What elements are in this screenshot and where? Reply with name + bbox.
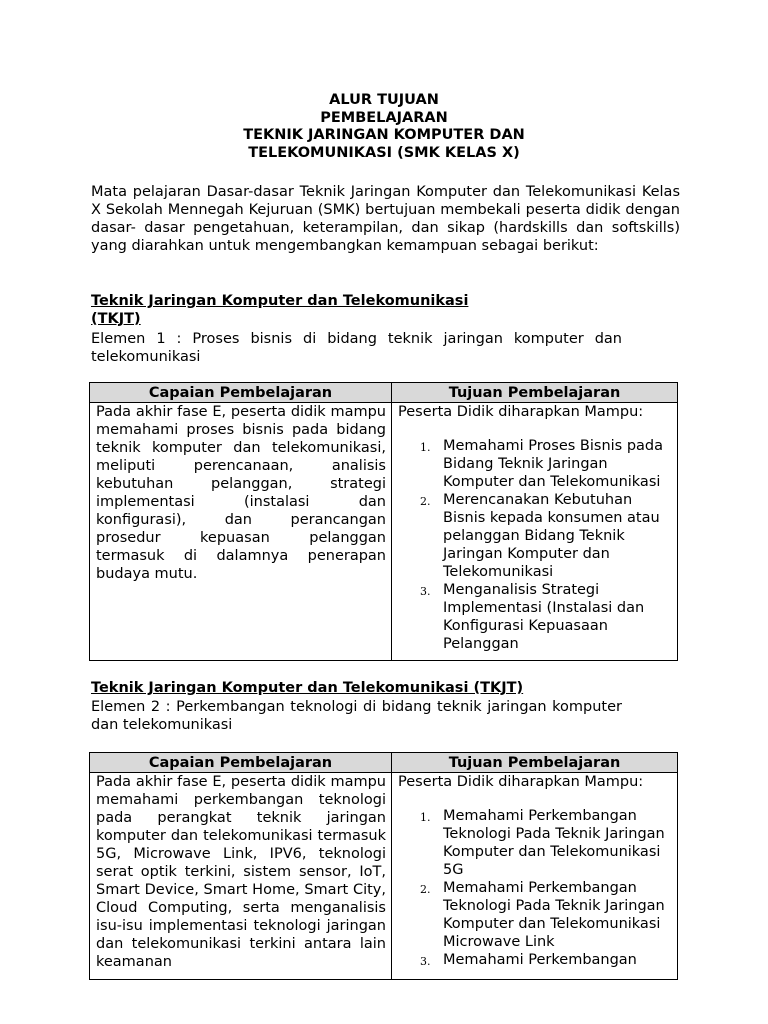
- goal-item: [392, 807, 677, 879]
- goal-item: [392, 491, 677, 581]
- section-heading-line: Teknik Jaringan Komputer dan Telekomunikasi (TKJT): [91, 680, 524, 696]
- goal-item: [392, 879, 677, 951]
- goal-text: Memahami Perkembangan Teknologi Pada Teknik Jaringan Komputer dan Telekomunikasi Microwave Link: [443, 880, 665, 950]
- title-line: PEMBELAJARAN: [320, 109, 448, 126]
- goal-number: 3.: [420, 955, 431, 968]
- goal-text: Memahami Proses Bisnis pada Bidang Teknik Jaringan Komputer dan Telekomunikasi: [443, 438, 664, 490]
- elemen-description: Elemen 2 : Perkembangan teknologi di bidang teknik jaringan komputer dan telekomunikasi: [91, 699, 622, 733]
- tujuan-intro: Peserta Didik diharapkan Mampu:: [398, 774, 644, 790]
- goal-number: 1.: [420, 441, 431, 454]
- title-line: TELEKOMUNIKASI (SMK KELAS X): [248, 144, 520, 161]
- elemen-description: Elemen 1 : Proses bisnis di bidang teknik jaringan komputer dan telekomunikasi: [91, 331, 622, 365]
- column-header-tujuan: Tujuan Pembelajaran: [392, 383, 678, 403]
- title-line: ALUR TUJUAN: [329, 92, 439, 108]
- goal-list: [392, 437, 677, 653]
- goal-list: [392, 807, 677, 969]
- goal-number: 2.: [420, 495, 431, 508]
- goal-item: [392, 581, 677, 653]
- goal-text: Merencanakan Kebutuhan Bisnis kepada konsumen atau pelanggan Bidang Teknik Jaringan Komputer dan Telekomunikasi: [443, 492, 660, 580]
- section-heading-line: (TKJT): [91, 311, 141, 327]
- section-heading: [91, 679, 591, 697]
- goal-number: 3.: [420, 585, 431, 598]
- title-line: TEKNIK JARINGAN KOMPUTER DAN: [243, 127, 525, 143]
- document-title: [0, 92, 768, 162]
- tujuan-cell: [392, 403, 678, 661]
- learning-table: [89, 752, 678, 980]
- goal-text: Menganalisis Strategi Implementasi (Instalasi dan Konfigurasi Kepuasaan Pelanggan: [443, 582, 645, 652]
- goal-item: [392, 437, 677, 491]
- tujuan-intro: Peserta Didik diharapkan Mampu:: [398, 404, 644, 420]
- learning-table: [89, 382, 678, 661]
- column-header-tujuan: Tujuan Pembelajaran: [392, 753, 678, 773]
- tujuan-cell: [392, 773, 678, 980]
- goal-text: Memahami Perkembangan Teknologi Pada Teknik Jaringan Komputer dan Telekomunikasi 5G: [443, 808, 665, 878]
- goal-text: Memahami Perkembangan: [443, 952, 637, 968]
- intro-paragraph: Mata pelajaran Dasar-dasar Teknik Jaringan Komputer dan Telekomunikasi Kelas X Sekolah Mennegah Kejuruan (SMK) bertujuan membekali peserta didik dengan dasar- dasar pengetahuan, keterampilan, dan sikap (hardskills dan softskills) yang diarahkan untuk mengembangkan kemampuan sebagai berikut:: [91, 184, 680, 254]
- capaian-cell: [90, 773, 392, 980]
- goal-number: 1.: [420, 811, 431, 824]
- capaian-text: Pada akhir fase E, peserta didik mampu memahami perkembangan teknologi pada perangkat teknik jaringan komputer dan telekomunikasi termasuk 5G, Microwave Link, IPV6, teknologi serat optik terkini, sistem sensor, IoT, Smart Device, Smart Home, Smart City, Cloud Computing, serta menganalisis isu-isu implementasi teknologi jaringan dan telekomunikasi terkini antara lain keamanan: [96, 774, 386, 970]
- column-header-capaian: Capaian Pembelajaran: [90, 753, 392, 773]
- section-heading-line: Teknik Jaringan Komputer dan Telekomunikasi: [91, 293, 469, 309]
- capaian-cell: [90, 403, 392, 661]
- goal-number: 2.: [420, 883, 431, 896]
- capaian-text: Pada akhir fase E, peserta didik mampu memahami proses bisnis pada bidang teknik komputer dan telekomunikasi, meliputi perencanaan, analisis kebutuhan pelanggan, strategi implementasi (instalasi dan konfigurasi), dan perancangan prosedur kepuasan pelanggan termasuk di dalamnya penerapan budaya mutu.: [96, 404, 386, 582]
- section-heading: [91, 292, 511, 328]
- goal-item: [392, 951, 677, 969]
- column-header-capaian: Capaian Pembelajaran: [90, 383, 392, 403]
